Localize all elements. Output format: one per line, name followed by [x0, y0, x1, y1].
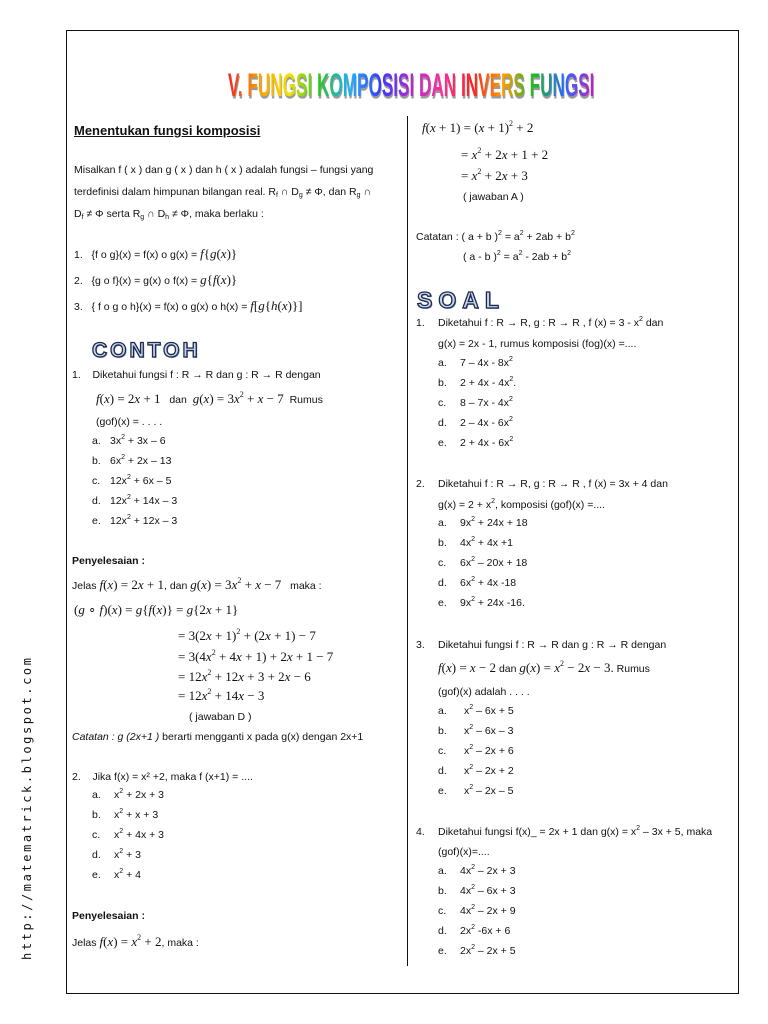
option-label: a.	[438, 705, 447, 717]
option-a	[438, 705, 514, 717]
option-label: b.	[438, 725, 447, 737]
answer-2: ( jawaban A )	[463, 191, 524, 203]
option-text: $2x^2 - 2x + 5$	[460, 944, 516, 957]
option-c	[438, 397, 513, 409]
question-2-line-2: $g(x) = 2 + x^2$, komposisi (gof)(x) =....	[438, 498, 605, 511]
option-label: e.	[438, 437, 447, 449]
option-e	[438, 437, 513, 449]
option-label: e.	[92, 869, 101, 881]
intro-line-1: Misalkan f ( x ) dan g ( x ) dan h ( x ) adalah fungsi – fungsi yang	[74, 164, 374, 176]
question-3-line-2: (gof)(x) adalah . . . .	[438, 686, 530, 698]
question-1-line-1	[416, 317, 663, 329]
solution-1-step-1: (g ∘ f)(x) = g{f(x)} = g{2x + 1}	[74, 602, 239, 617]
question-3-functions: f(x) = x − 2 dan $g(x) = x^2 - 2x - 3$. Rumus	[438, 659, 650, 675]
option-b	[438, 537, 513, 549]
question-number: 1.	[416, 317, 425, 329]
question-number: 3.	[416, 639, 425, 651]
option-e	[92, 869, 141, 881]
question-number: 4.	[416, 826, 425, 838]
option-a	[438, 865, 516, 877]
solution-2-step-1: $f(x + 1) = (x + 1)^2 + 2$	[422, 119, 534, 135]
option-label: e.	[438, 597, 447, 609]
solution-1-step-5: = $12x^2 + 14x - 3$	[178, 687, 265, 703]
option-text: $x^2 + x + 3$	[114, 808, 159, 821]
rule-3: 3. { f o g o h}(x) = f(x) o g(x) o h(x) = f[g{h(x)}]	[74, 298, 303, 313]
page-title: V. FUNGSI KOMPOSISI DAN INVERS FUNGSI	[228, 66, 595, 104]
catatan-1: Catatan : g (2x+1 ) berarti mengganti x pada g(x) dengan 2x+1	[72, 731, 364, 743]
option-label: d.	[438, 577, 447, 589]
option-label: d.	[92, 495, 101, 507]
option-b	[438, 885, 516, 897]
option-b	[92, 455, 171, 467]
option-a	[438, 517, 528, 529]
intro-line-2: terdefinisi dalam himpunan bilangan real. $R_f$ ∩ $D_g \ne \Phi$, dan $R_g$ ∩	[74, 186, 371, 199]
option-text: $7 - 4x - 8x^2$	[460, 356, 513, 369]
option-text: $4x^2 - 6x + 3$	[460, 884, 516, 897]
solution-2-step-2: = $x^2 + 2x + 1 + 2$	[461, 146, 549, 162]
option-text: $x^2 - 2x + 2$	[464, 764, 514, 777]
option-c	[92, 475, 171, 487]
option-text: $9x^2 + 24x + 18$	[460, 516, 528, 529]
question-2-line-1	[416, 478, 668, 490]
option-text: $4x^2 - 2x + 3$	[460, 864, 516, 877]
contoh-wordart: CONTOH	[92, 339, 201, 362]
option-d	[92, 849, 141, 861]
solution-label-1: Penyelesaian :	[72, 555, 145, 567]
option-text: $2 + 4x - 6x^2$	[460, 436, 514, 449]
option-label: d.	[438, 765, 447, 777]
option-label: b.	[92, 809, 101, 821]
option-text: $x^2 - 6x + 5$	[464, 704, 514, 717]
question-4-line-2: (gof)(x)=....	[438, 846, 490, 858]
option-label: a.	[438, 357, 447, 369]
option-text: $4x^2 + 4x +1$	[460, 536, 513, 549]
option-text: $12x^2 + 12x - 3$	[110, 514, 178, 527]
option-a	[92, 435, 166, 447]
answer-1: ( jawaban D )	[189, 711, 252, 723]
option-text: $4x^2 - 2x + 9$	[460, 904, 516, 917]
option-c	[92, 829, 164, 841]
solution-label-2: Penyelesaian :	[72, 910, 145, 922]
option-c	[438, 557, 527, 569]
option-label: c.	[92, 475, 101, 487]
question-text: Diketahui fungsi f : R → R dan g : R → R dengan	[438, 639, 667, 651]
example-1-prompt: 1. Diketahui fungsi f : R → R dan g : R → R dengan	[72, 369, 321, 381]
option-text: $12x^2 + 14x - 3$	[110, 494, 178, 507]
solution-1-step-4: = $12x^2 + 12x + 3 + 2x - 6$	[178, 668, 311, 684]
option-label: b.	[438, 885, 447, 897]
question-text: Diketahui f : R → R, g : R → R , f (x) = 3x + 4 dan	[438, 478, 668, 490]
option-text: $x^2 + 2x + 3$	[114, 788, 165, 801]
example-2-prompt: 2. Jika f(x) = x² +2, maka f (x+1) = ....	[72, 771, 253, 783]
option-label: e.	[438, 785, 447, 797]
option-text: $9x^2 + 24x$ -16.	[460, 596, 525, 609]
option-label: e.	[92, 515, 101, 527]
soal-wordart: SOAL	[417, 287, 505, 313]
question-text: Diketahui fungsi f(x)_ = 2x + 1 dan $g(x) = x^2 - 3x + 5$, maka	[438, 825, 713, 838]
option-e	[92, 515, 177, 527]
option-d	[438, 925, 510, 937]
option-text: $x^2 + 4$	[114, 868, 141, 881]
option-label: a.	[92, 435, 101, 447]
option-text: $2x^2$ -6x + 6	[460, 924, 511, 937]
option-text: $x^2 - 2x + 6$	[464, 744, 514, 757]
catatan-2-line-1: Catatan : ( a + b )$^2 = a^2 + 2ab + b^2$	[416, 230, 575, 243]
option-text: $2 - 4x - 6x^2$	[460, 416, 513, 429]
option-label: b.	[438, 377, 447, 389]
option-c	[438, 745, 514, 757]
option-text: $x^2 + 3$	[114, 848, 141, 861]
option-a	[92, 789, 164, 801]
section-heading: Menentukan fungsi komposisi	[74, 123, 261, 138]
option-text: $6x^2 + 2x - 13$	[110, 454, 172, 467]
option-a	[438, 357, 513, 369]
option-label: a.	[438, 517, 447, 529]
option-c	[438, 905, 516, 917]
question-4-line-1	[416, 826, 712, 838]
column-divider	[407, 116, 408, 966]
option-e	[438, 597, 525, 609]
option-label: b.	[438, 537, 447, 549]
option-label: c.	[438, 397, 447, 409]
option-b	[438, 725, 513, 737]
question-1-line-2: g(x) = 2x - 1, rumus komposisi (fog)(x) =....	[438, 338, 637, 350]
option-label: a.	[92, 789, 101, 801]
option-label: d.	[438, 925, 447, 937]
option-e	[438, 785, 513, 797]
option-d	[438, 417, 513, 429]
option-text: $8 - 7x - 4x^2$	[460, 396, 513, 409]
example-1-question: (gof)(x) = . . . .	[96, 416, 163, 428]
solution-1-step-2: = $3(2x + 1)^2 + (2x + 1) - 7$	[178, 627, 316, 643]
option-label: a.	[438, 865, 447, 877]
option-label: d.	[92, 849, 101, 861]
option-label: c.	[438, 745, 447, 757]
solution-2-step-3: = $x^2 + 2x + 3$	[461, 167, 528, 183]
option-b	[438, 377, 516, 389]
option-label: d.	[438, 417, 447, 429]
option-text: $6x^2 + 4x$ -18	[460, 576, 517, 589]
question-3-line-1	[416, 639, 666, 651]
rule-1: 1. {f o g}(x) = f(x) o g(x) = f{g(x)}	[74, 246, 238, 261]
option-label: c.	[92, 829, 101, 841]
option-label: c.	[438, 905, 447, 917]
option-label: b.	[92, 455, 101, 467]
solution-2-given: Jelas $f(x) = x^2 + 2$, maka :	[72, 933, 199, 949]
solution-1-given: Jelas f(x) = 2x + 1, dan $g(x) = 3x^2 + x - 7$ maka :	[72, 576, 322, 592]
option-text: $6x^2 - 20x + 18$	[460, 556, 528, 569]
option-label: e.	[438, 945, 447, 957]
catatan-2-line-2: ( a - b )$^2 = a^2 - 2ab + b^2$	[463, 250, 572, 263]
example-1-functions: f(x) = 2x + 1 dan $g(x) = 3x^2 + x - 7$ Rumus	[96, 390, 323, 406]
option-b	[92, 809, 158, 821]
option-text: $3x^2 + 3x - 6$	[110, 434, 166, 447]
option-d	[92, 495, 177, 507]
option-text: $12x^2 + 6x - 5$	[110, 474, 172, 487]
watermark-url: http://matematrick.blogspot.com	[20, 655, 34, 960]
intro-line-3: $D_f \ne \Phi$ serta $R_g$ ∩ $D_h \ne \Phi$, maka berlaku :	[74, 208, 264, 221]
option-text: $2 + 4x - 4x^2$.	[460, 376, 517, 389]
option-e	[438, 945, 516, 957]
option-d	[438, 577, 516, 589]
question-text: Diketahui f : R → R, g : R → R , f $(x) = 3 - x^2$ dan	[438, 316, 664, 329]
option-text: $x^2 + 4x + 3$	[114, 828, 165, 841]
question-number: 2.	[416, 478, 425, 490]
rule-2: 2. {g o f}(x) = g(x) o f(x) = g{f(x)}	[74, 272, 238, 287]
solution-1-step-3: = $3(4x^2 + 4x + 1) + 2x + 1 - 7$	[178, 648, 334, 664]
option-d	[438, 765, 514, 777]
option-label: c.	[438, 557, 447, 569]
option-text: $x^2 - 2x - 5$	[464, 784, 514, 797]
option-text: $x^2 - 6x - 3$	[464, 724, 514, 737]
